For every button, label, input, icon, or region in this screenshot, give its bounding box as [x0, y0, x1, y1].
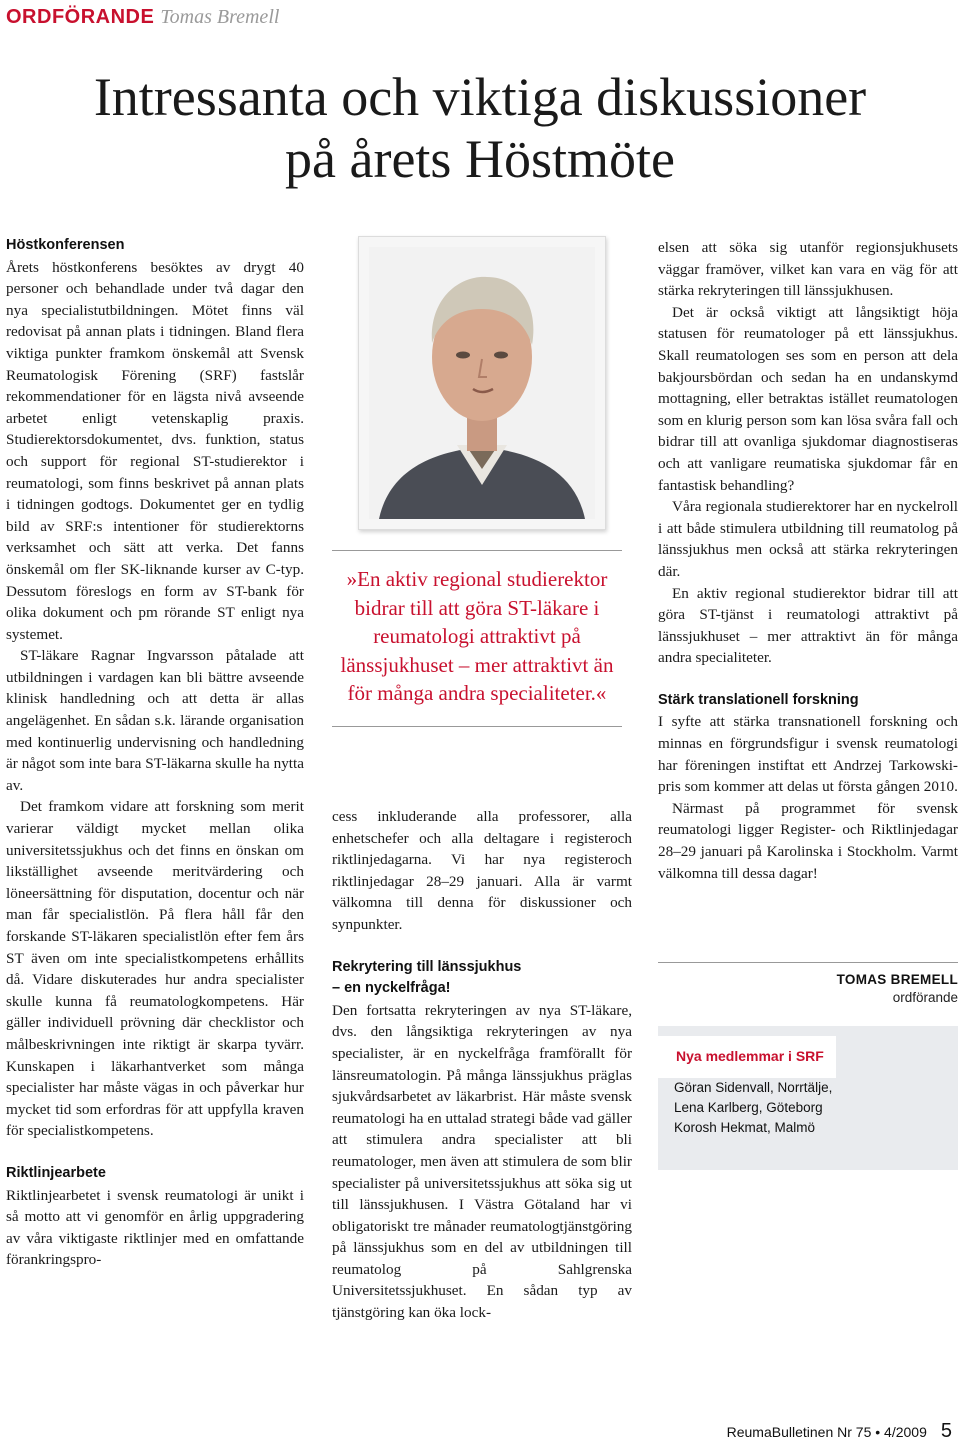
new-members-title: Nya medlemmar i SRF: [676, 1048, 824, 1064]
column-1: [6, 235, 304, 1271]
headline-line-1: Intressanta och viktiga diskussioner: [93, 67, 867, 127]
member-item: Korosh Hekmat, Malmö: [674, 1120, 816, 1135]
paragraph: Riktlinjearbetet i svensk reumatologi är unikt i så motto att vi genomför en årlig uppgradering av våra viktigaste riktlinjer med en omfattande förankringspro-: [6, 1186, 304, 1269]
pull-quote-text: »En aktiv regional studierektor bidrar till att göra ST-läkare i reumatologi attraktivt på länssjukhuset – mer attraktivt än för många andra specialiteter.«: [340, 567, 614, 705]
author-photo: [358, 236, 606, 530]
paragraph: Närmast på programmet för svensk reumatologi ligger Register- och Riktlinjedagar 28–29 januari på Karolinska i Stockholm. Varmt välkomna till dessa dagar!: [658, 799, 958, 882]
signature-divider: [658, 962, 958, 963]
subhead-rekrytering-line-1: Rekrytering till länssjukhus: [332, 958, 522, 975]
article-headline: [0, 66, 960, 190]
new-members-tab: [658, 1036, 836, 1078]
page-footer: [727, 1420, 952, 1443]
signature: [837, 971, 958, 1007]
paragraph: I syfte att stärka transnationell forskning och minnas en förgrundsfigur i svensk reumatologi har föreningen instiftat ett Andrzej Tarkowski-pris som kommer att delas ut första gången 2010.: [658, 713, 958, 796]
paragraph: Den fortsatta rekryteringen av nya ST-läkare, dvs. den långsiktiga rekryteringen av nya specialister, är en nyckelfråga framförallt för länsreumatologin. På många länssjukhus präglas sjukvårdsarbetet av läkarbrist. Här måste svensk reumatologi ha en uttalad strategi både vad gäller att stimulera andra specialister att bli reumatologer, men även att stimulera de som blir specialister på universitetssjukhus att söka sig ut till länssjukhusen. I Västra Götaland har vi obligatoriskt tre månader reumatologtjänstgöring på länssjukhus som en del av utbildningen till reumatolog på Sahlgrenska Universitetssjukhuset. En sådan typ av tjänstgöring kan öka lock-: [332, 1001, 632, 1322]
paragraph: elsen att söka sig utanför regionsjukhusets väggar framöver, vilket kan vara en väg för att stärka rekryteringen till länssjukhusen.: [658, 239, 958, 300]
kicker-label: ORDFÖRANDE: [6, 6, 155, 28]
paragraph: Det framkom vidare att forskning som merit varierar väldigt mycket mellan olika universitetssjukhus och det finns en önskan om likställighet avseende meritvärdering och löneersättning för disputation, docentur och när man får specialistlön. På flera håll får den forskande ST-läkaren specialistlön efter fem års ST även om inte specialistkompetens erhållits då. Vidare diskuterades hur andra specialister skulle kunna få reumatologkompetens. Här gäller individuell prövning där checklistor och målbeskrivningen inte riktigt är skarpa tyvärr. Kunskapen i läkarhantverket som många specialister har måste vägas in och påverkar hur mycket tid som erfordras för att uppfylla kraven för specialistkompetens.: [6, 798, 304, 1140]
section-kicker: [6, 6, 279, 29]
paragraph: cess inkluderande alla professorer, alla enhetschefer och alla deltagare i registeroch riktlinjedagarna. Vi har nya registeroch riktlinjedagar 28–29 januari. Alla är varmt välkomna till denna för diskussioner och synpunkter.: [332, 808, 632, 933]
portrait-photo-icon: [369, 247, 595, 519]
column-3: [658, 237, 958, 884]
subhead-riktlinjearbete: Riktlinjearbete: [6, 1164, 106, 1181]
paragraph: Det är också viktigt att långsiktigt höja statusen för reumatologer på ett länssjukhus. Skall reumatologen ses som en person att dela bakjoursbördan och sedan ha en undanskymd mottagning, eller betraktas istället reumatologen som en klurig person som kan lösa svåra fall och bidrar till att ovanliga sjukdomar diagnostiseras och att vanligare reumatiska sjukdomar får en fantastisk behandling?: [658, 303, 958, 494]
paragraph: ST-läkare Ragnar Ingvarsson påtalade att utbildningen i vardagen kan bli bättre avseende klinisk handledning och att detta är allas angelägenhet. En sådan s.k. lärande organisation med kontinuerlig undervisning och handledning är något som inte bara ST-läkarna skulle ha nytta av.: [6, 647, 304, 794]
paragraph: Årets höstkonferens besöktes av drygt 40 personer och behandlade under två dagar den nya specialistutbildningen. Mötet finns väl redovisat på annan plats i tidningen. Bland flera viktiga punkter framkom önskemål att Svensk Reumatologisk Förening (SRF) fastslår rekommendationer för en lägsta nivå avseende arbetet enligt vetenskaplig praxis. Studierektorsdokumentet, dvs. funktion, status och support för regional ST-studierektor i reumatologi, som finns beskrivet på annan plats i tidningen godtogs. Dokumentet ger en tydlig bild av SRF:s intentioner för studierektorns verksamhet och sätt att verka. Det fanns önskemål om fler SK-liknande kurser av C-typ. Dessutom föreslogs en form av ST-bank för olika dokument och pm rörande ST enligt nya systemet.: [6, 258, 304, 643]
kicker-author: Tomas Bremell: [160, 6, 280, 28]
headline-line-2: på årets Höstmöte: [285, 129, 675, 189]
new-members-list: [674, 1078, 832, 1138]
column-2: [332, 806, 632, 1324]
paragraph: Våra regionala studierektorer har en nyckelroll i att både stimulera utbildning till reumatolog på länssjukhus men också att stärka rekryteringen där.: [658, 498, 958, 580]
pull-quote: [332, 550, 622, 727]
member-item: Göran Sidenvall, Norrtälje,: [674, 1080, 833, 1095]
subhead-hostkonferensen: Höstkonferensen: [6, 237, 125, 253]
subhead-rekrytering: [332, 957, 632, 1000]
signature-role: ordförande: [892, 990, 958, 1005]
publication-info: ReumaBulletinen Nr 75 • 4/2009: [726, 1424, 927, 1440]
page-number: 5: [940, 1420, 952, 1442]
subhead-translationell: Stärk translationell forskning: [658, 691, 859, 708]
subhead-rekrytering-line-2: – en nyckelfråga!: [332, 980, 451, 997]
new-members-box: [658, 1026, 958, 1170]
member-item: Lena Karlberg, Göteborg: [674, 1100, 823, 1115]
paragraph: En aktiv regional studierektor bidrar till att göra ST-tjänst i reumatologi attraktivt på länssjukhuset – mer attraktivt än för många andra specialiteter.: [658, 584, 958, 667]
signature-name: TOMAS BREMELL: [836, 972, 958, 987]
